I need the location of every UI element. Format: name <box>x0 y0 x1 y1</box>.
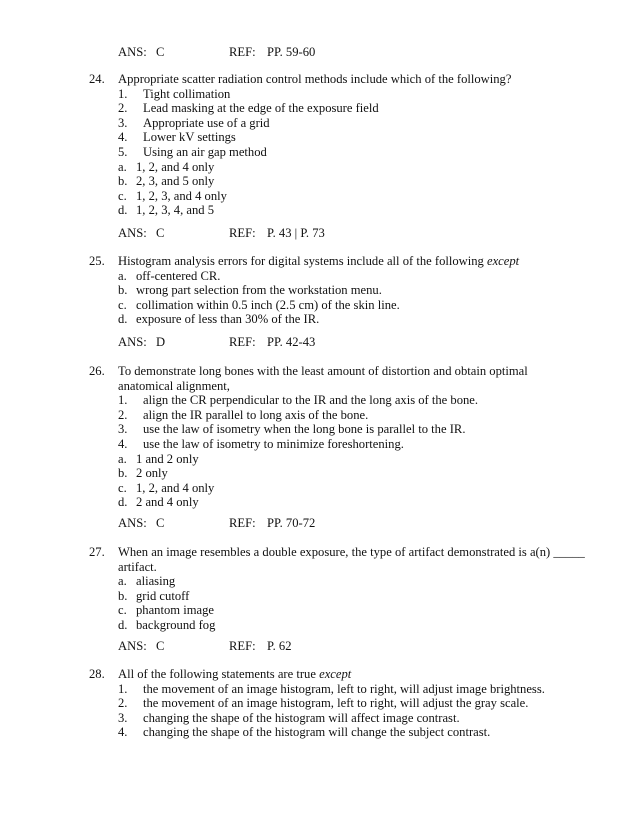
statement <box>89 145 609 160</box>
option <box>89 174 609 189</box>
option-letter: a. <box>118 268 127 283</box>
statement-text: changing the shape of the histogram will affect image contrast. <box>143 710 460 725</box>
statement <box>89 393 609 408</box>
ans-value: C <box>156 45 165 59</box>
question-text <box>118 254 519 269</box>
option-letter: a. <box>118 159 127 174</box>
statement-number: 3. <box>118 422 128 437</box>
statement-text: align the IR parallel to long axis of the bone. <box>143 407 369 422</box>
question-text-main: All of the following statements are true <box>118 667 320 681</box>
option-text: off-centered CR. <box>136 268 221 283</box>
option-text: 1, 2, 3, 4, and 5 <box>136 203 215 218</box>
option <box>89 283 609 298</box>
option-letter: b. <box>118 283 128 298</box>
option-text: collimation within 0.5 inch (2.5 cm) of the skin line. <box>136 297 400 312</box>
question-text-emphasis: except <box>487 254 520 268</box>
ans-label: ANS: <box>118 639 147 653</box>
statement-text: the movement of an image histogram, left to right, will adjust image brightness. <box>143 681 545 696</box>
question-stem-continued <box>89 560 609 575</box>
statement <box>89 87 609 102</box>
statement-text: Appropriate use of a grid <box>143 115 270 130</box>
option <box>89 618 609 633</box>
statement-text: Using an air gap method <box>143 144 267 159</box>
option <box>89 203 609 218</box>
option-text: 2 only <box>136 466 168 481</box>
ref-label: REF: <box>229 45 256 59</box>
statement-number: 2. <box>118 696 128 711</box>
question-25 <box>89 254 609 327</box>
option-letter: d. <box>118 617 128 632</box>
question-text: When an image resembles a double exposure, the type of artifact demonstrated is a(n) _____ <box>118 545 585 559</box>
option <box>89 481 609 496</box>
option-letter: a. <box>118 451 127 466</box>
option <box>89 269 609 284</box>
question-number: 27. <box>89 545 105 559</box>
ref-label: REF: <box>229 516 256 530</box>
question-number: 28. <box>89 667 105 681</box>
option-text: phantom image <box>136 603 214 618</box>
question-text: anatomical alignment, <box>118 378 230 393</box>
statement-number: 1. <box>118 86 128 101</box>
ref-label: REF: <box>229 226 256 240</box>
option <box>89 589 609 604</box>
option <box>89 160 609 175</box>
question-stem <box>89 667 609 682</box>
option-text: 2, 3, and 5 only <box>136 174 215 189</box>
statement-number: 1. <box>118 681 128 696</box>
statement <box>89 422 609 437</box>
ref-value: PP. 70-72 <box>267 516 316 530</box>
option <box>89 574 609 589</box>
statement <box>89 696 609 711</box>
question-stem-continued <box>89 379 609 394</box>
statement-text: Lower kV settings <box>143 130 236 145</box>
option-text: 1, 2, and 4 only <box>136 480 215 495</box>
statement <box>89 725 609 740</box>
ref-value: PP. 42-43 <box>267 335 316 349</box>
option-letter: b. <box>118 466 128 481</box>
question-number: 26. <box>89 364 105 378</box>
option <box>89 298 609 313</box>
question-text: Appropriate scatter radiation control methods include which of the following? <box>118 72 512 86</box>
option-letter: d. <box>118 495 128 510</box>
option-letter: b. <box>118 588 128 603</box>
question-number: 25. <box>89 254 105 268</box>
option-text: 1, 2, 3, and 4 only <box>136 188 227 203</box>
ref-value: P. 43 | P. 73 <box>267 226 325 240</box>
statement-number: 2. <box>118 101 128 116</box>
ans-label: ANS: <box>118 45 147 59</box>
question-27 <box>89 545 609 633</box>
question-24 <box>89 72 609 218</box>
statement-text: use the law of isometry to minimize foreshortening. <box>143 436 404 451</box>
statement-number: 4. <box>118 436 128 451</box>
statement-text: changing the shape of the histogram will change the subject contrast. <box>143 725 491 740</box>
option-text: aliasing <box>136 574 176 589</box>
statement-number: 2. <box>118 407 128 422</box>
statement-number: 3. <box>118 710 128 725</box>
option-text: exposure of less than 30% of the IR. <box>136 312 320 327</box>
option-text: 1 and 2 only <box>136 451 199 466</box>
statement-text: align the CR perpendicular to the IR and the long axis of the bone. <box>143 393 479 408</box>
statement-text: Tight collimation <box>143 86 231 101</box>
ans-label: ANS: <box>118 226 147 240</box>
option-letter: b. <box>118 174 128 189</box>
question-26 <box>89 364 609 510</box>
statement-number: 5. <box>118 144 128 159</box>
question-number: 24. <box>89 72 105 86</box>
statement-number: 4. <box>118 725 128 740</box>
option-text: background fog <box>136 617 216 632</box>
statement-text: Lead masking at the edge of the exposure field <box>143 101 379 116</box>
ans-label: ANS: <box>118 335 147 349</box>
option-text: wrong part selection from the workstation menu. <box>136 283 382 298</box>
ans-value: C <box>156 639 165 653</box>
option-letter: c. <box>118 297 127 312</box>
question-stem <box>89 254 609 269</box>
question-text: artifact. <box>118 559 157 574</box>
question-stem <box>89 545 609 560</box>
option <box>89 603 609 618</box>
statement-number: 3. <box>118 115 128 130</box>
statement <box>89 437 609 452</box>
ans-value: C <box>156 516 165 530</box>
option-letter: a. <box>118 574 127 589</box>
question-28 <box>89 667 609 740</box>
ref-value: PP. 59-60 <box>267 45 316 59</box>
ans-value: D <box>156 335 166 349</box>
question-text: To demonstrate long bones with the least amount of distortion and obtain optimal <box>118 364 528 378</box>
question-stem <box>89 364 609 379</box>
ref-label: REF: <box>229 639 256 653</box>
option <box>89 312 609 327</box>
option <box>89 466 609 481</box>
option-text: 1, 2, and 4 only <box>136 159 215 174</box>
statement <box>89 116 609 131</box>
question-text-main: Histogram analysis errors for digital systems include all of the following <box>118 254 487 268</box>
question-text <box>118 667 351 682</box>
ans-value: C <box>156 226 165 240</box>
statement-number: 4. <box>118 130 128 145</box>
statement <box>89 711 609 726</box>
question-text-emphasis: except <box>319 667 352 681</box>
ans-label: ANS: <box>118 516 147 530</box>
statement-number: 1. <box>118 393 128 408</box>
option-letter: c. <box>118 603 127 618</box>
option-text: grid cutoff <box>136 588 190 603</box>
option-text: 2 and 4 only <box>136 495 199 510</box>
option-letter: c. <box>118 480 127 495</box>
statement <box>89 130 609 145</box>
statement <box>89 682 609 697</box>
statement <box>89 408 609 423</box>
statement-text: use the law of isometry when the long bone is parallel to the IR. <box>143 422 466 437</box>
statement-text: the movement of an image histogram, left to right, will adjust the gray scale. <box>143 696 529 711</box>
question-stem <box>89 72 609 87</box>
option-letter: d. <box>118 203 128 218</box>
ref-value: P. 62 <box>267 639 292 653</box>
option <box>89 452 609 467</box>
option <box>89 189 609 204</box>
option-letter: d. <box>118 312 128 327</box>
ref-label: REF: <box>229 335 256 349</box>
statement <box>89 101 609 116</box>
option-letter: c. <box>118 188 127 203</box>
option <box>89 495 609 510</box>
